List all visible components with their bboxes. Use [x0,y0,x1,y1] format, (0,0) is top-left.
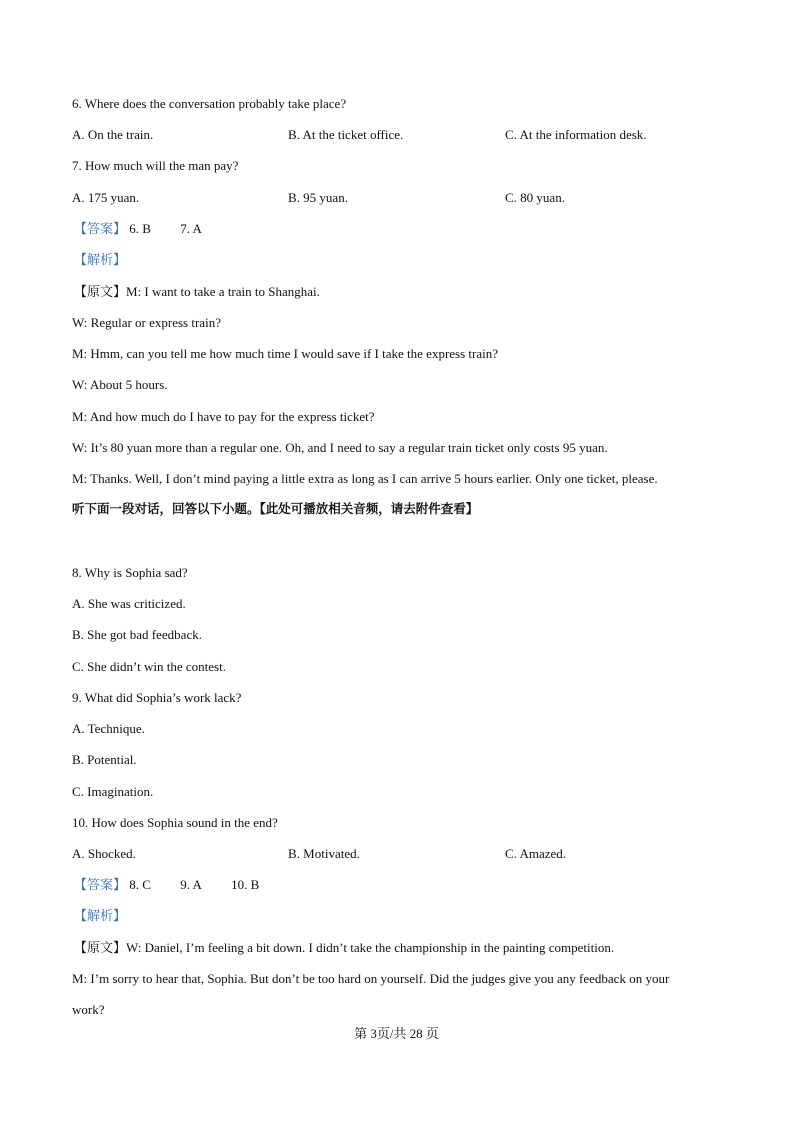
q7-option-c: C. 80 yuan. [505,190,565,205]
transcript-1-line-2: W: Regular or express train? [72,315,221,330]
q10-option-b: B. Motivated. [288,846,360,861]
q10-option-c: C. Amazed. [505,846,567,861]
transcript-text: M: I want to take a train to Shanghai. [126,284,320,299]
q9-option-b: B. Potential. [72,752,137,767]
question-7: 7. How much will the man pay? [72,158,239,173]
q10-option-a: A. Shocked. [72,846,136,861]
question-8: 8. Why is Sophia sad? [72,565,188,580]
analysis-section-1 [74,253,126,266]
question-6: 6. Where does the conversation probably take place? [72,96,347,111]
q6-option-a: A. On the train. [72,127,154,142]
q9-option-a: A. Technique. [72,721,145,736]
q8-option-c: C. She didn’t win the contest. [72,659,226,674]
transcript-1-line-5: M: And how much do I have to pay for the express ticket? [72,409,375,424]
analysis-section-2 [74,909,126,922]
q7-option-b: B. 95 yuan. [288,190,348,205]
q8-option-b: B. She got bad feedback. [72,627,202,642]
transcript-text: W: Daniel, I’m feeling a bit down. I didn’t take the championship in the painting competition. [126,940,615,955]
transcript-2-line-3: work? [72,1002,105,1017]
answer-7: 7. A [180,221,202,236]
transcript-1-line-3: M: Hmm, can you tell me how much time I would save if I take the express train? [72,346,498,361]
transcript-1-line-6: W: It’s 80 yuan more than a regular one. Oh, and I need to say a regular train ticket only costs 95 yuan. [72,440,608,455]
listening-instruction: 听下面一段对话，回答以下小题。【此处可播放相关音频，请去附件查看】 [72,501,479,516]
answers-section-1 [74,222,202,235]
question-9: 9. What did Sophia’s work lack? [72,690,242,705]
q6-option-c: C. At the information desk. [505,127,647,142]
transcript-2-line-2: M: I’m sorry to hear that, Sophia. But don’t be too hard on yourself. Did the judges give you any feedback on your [72,971,670,986]
question-10: 10. How does Sophia sound in the end? [72,815,278,830]
q7-option-a: A. 175 yuan. [72,190,140,205]
q9-option-c: C. Imagination. [72,784,154,799]
answer-6: 6. B [129,221,151,236]
transcript-1-line-1 [74,285,320,298]
answer-8: 8. C [129,877,151,892]
answer-10: 10. B [231,877,260,892]
answer-tag: 【答案】 [74,221,127,236]
transcript-tag: 【原文】 [74,284,127,299]
analysis-tag: 【解析】 [74,908,127,923]
transcript-tag: 【原文】 [74,940,127,955]
answers-section-2 [74,878,259,891]
transcript-1-line-7: M: Thanks. Well, I don’t mind paying a little extra as long as I can arrive 5 hours earlier. Only one ticket, please. [72,471,658,486]
q6-option-b: B. At the ticket office. [288,127,404,142]
q8-option-a: A. She was criticized. [72,596,186,611]
answer-9: 9. A [180,877,202,892]
transcript-2-line-1 [74,941,614,954]
analysis-tag: 【解析】 [74,252,127,267]
page-footer: 第 3页/共 28 页 [354,1026,439,1041]
answer-tag: 【答案】 [74,877,127,892]
transcript-1-line-4: W: About 5 hours. [72,377,168,392]
